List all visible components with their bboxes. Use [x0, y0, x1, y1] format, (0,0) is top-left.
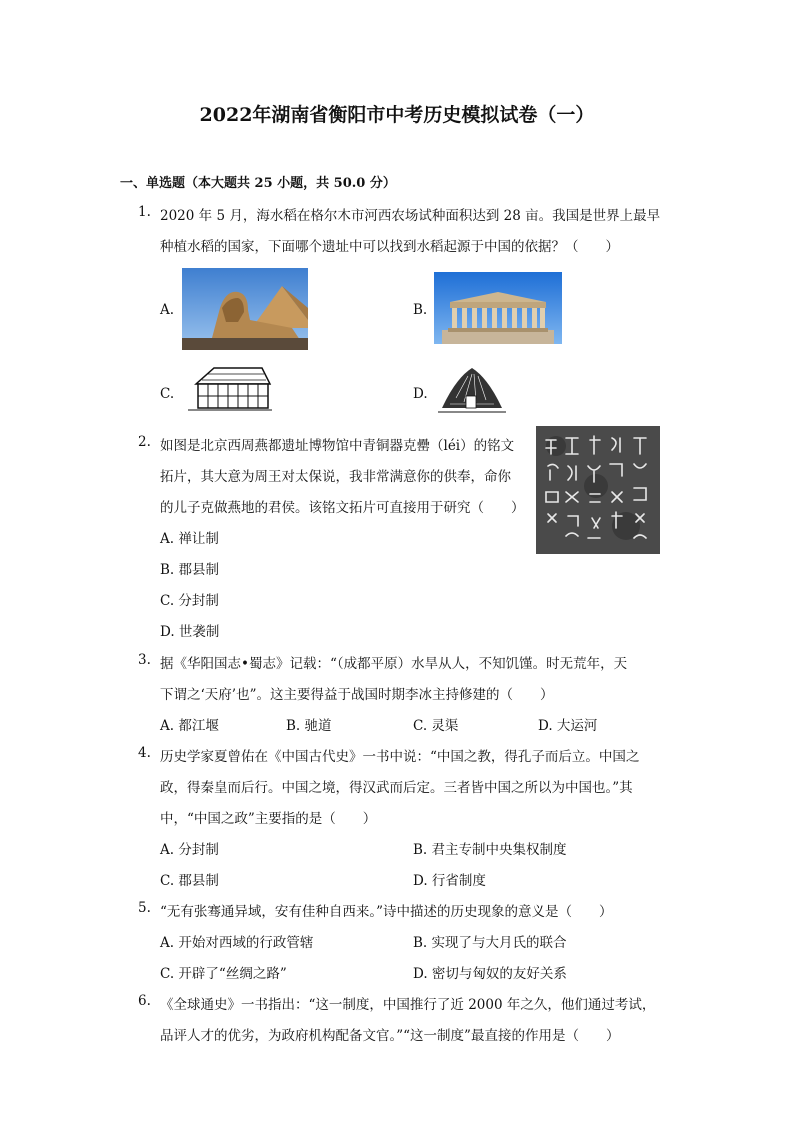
question-1-number: 1. — [138, 204, 151, 220]
question-4-option-b: B. 君主专制中央集权制度 — [413, 842, 567, 858]
question-5-number: 5. — [138, 900, 151, 916]
question-2-option-c: C. 分封制 — [160, 593, 219, 609]
question-4-option-d: D. 行省制度 — [413, 873, 486, 889]
bronze-inscription-rubbing-image — [536, 426, 660, 554]
page-title: 2022年湖南省衡阳市中考历史模拟试卷（一） — [199, 104, 595, 126]
half-timbered-house-image — [182, 364, 276, 416]
question-1-option-c-label: C. — [160, 386, 175, 402]
question-1-option-a-label: A. — [160, 302, 175, 318]
question-2-line-1: 如图是北京西周燕都遗址博物馆中青铜器克罍（léi）的铭文 — [160, 438, 515, 454]
question-4-number: 4. — [138, 745, 151, 761]
section-heading: 一、单选题（本大题共 25 小题，共 50.0 分） — [120, 176, 396, 191]
question-4-option-a: A. 分封制 — [160, 842, 219, 858]
question-5-option-d: D. 密切与匈奴的友好关系 — [413, 966, 567, 982]
question-1-option-b-label: B. — [413, 302, 428, 318]
question-2-option-a: A. 禅让制 — [160, 531, 219, 547]
thatched-hut-image — [436, 362, 508, 418]
question-3-option-d: D. 大运河 — [538, 718, 598, 734]
question-1-line-1: 2020 年 5 月，海水稻在格尔木市河西农场试种面积达到 28 亩。我国是世界上最早 — [160, 208, 661, 224]
question-5-option-c: C. 开辟了“丝绸之路” — [160, 966, 287, 982]
question-3-option-a: A. 都江堰 — [160, 718, 219, 734]
question-2-option-b: B. 郡县制 — [160, 562, 220, 578]
question-2-option-d: D. 世袭制 — [160, 624, 220, 640]
question-6-line-2: 品评人才的优劣，为政府机构配备文官。”“这一制度”最直接的作用是（ ） — [160, 1028, 620, 1044]
question-3-option-b: B. 驰道 — [286, 718, 332, 734]
parthenon-image — [434, 272, 562, 344]
question-6-number: 6. — [138, 993, 151, 1009]
question-3-line-1: 据《华阳国志•蜀志》记载：“（成都平原）水旱从人，不知饥馑。时无荒年，天 — [160, 656, 628, 672]
question-2-line-2: 拓片，其大意为周王对太保说，我非常满意你的供奉，命你 — [160, 469, 511, 485]
question-4-line-2: 政，得秦皇而后行。中国之境，得汉武而后定。三者皆中国之所以为中国也。”其 — [160, 780, 633, 796]
sphinx-image — [182, 268, 308, 350]
question-5-option-b: B. 实现了与大月氏的联合 — [413, 935, 567, 951]
question-5-line-1: “无有张骞通异域，安有佳种自西来。”诗中描述的历史现象的意义是（ ） — [160, 904, 613, 920]
question-4-option-c: C. 郡县制 — [160, 873, 219, 889]
question-6-line-1: 《全球通史》一书指出：“这一制度，中国推行了近 2000 年之久，他们通过考试， — [160, 997, 656, 1013]
question-1-line-2: 种植水稻的国家，下面哪个遗址中可以找到水稻起源于中国的依据？（ ） — [160, 239, 619, 255]
question-2-number: 2. — [138, 434, 151, 450]
question-3-line-2: 下谓之‘天府’也”。这主要得益于战国时期李冰主持修建的（ ） — [160, 687, 554, 703]
question-4-line-1: 历史学家夏曾佑在《中国古代史》一书中说：“中国之教，得孔子而后立。中国之 — [160, 749, 640, 765]
question-3-number: 3. — [138, 652, 151, 668]
question-5-option-a: A. 开始对西域的行政管辖 — [160, 935, 314, 951]
question-3-option-c: C. 灵渠 — [413, 718, 459, 734]
question-2-line-3: 的儿子克做燕地的君侯。该铭文拓片可直接用于研究（ ） — [160, 500, 525, 516]
question-4-line-3: 中，“中国之政”主要指的是（ ） — [160, 811, 377, 827]
question-1-option-d-label: D. — [413, 386, 428, 402]
